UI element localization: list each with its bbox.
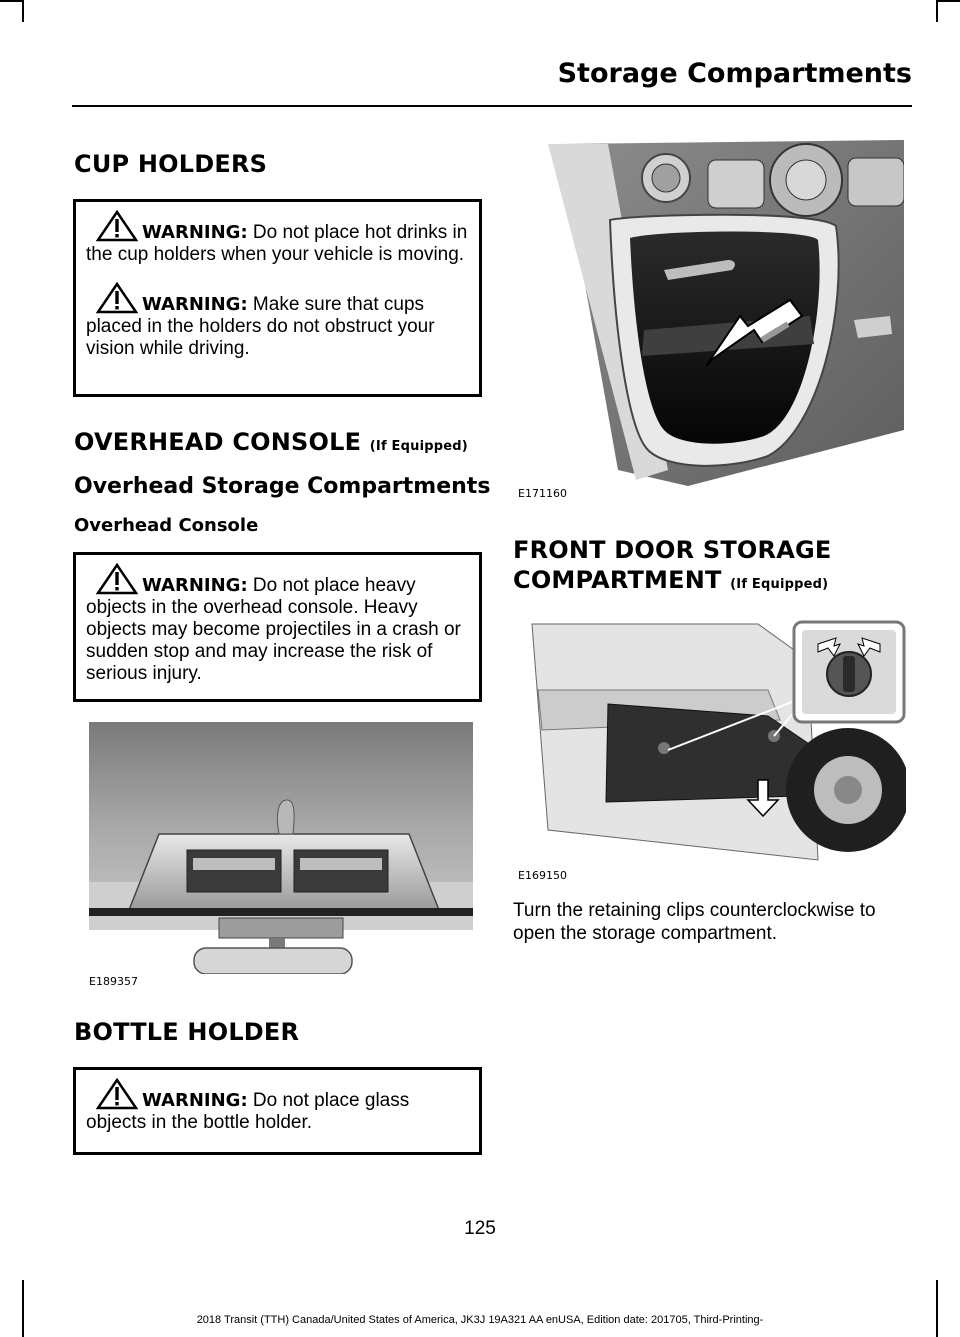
warning-paragraph xyxy=(86,1078,471,1134)
warning-text: Do not place heavy objects in the overhead console. Heavy objects may become projectiles in a crash or sudden stop and may increase the risk of serious injury. xyxy=(86,575,461,684)
crop-mark xyxy=(936,1280,938,1337)
warning-paragraph xyxy=(86,210,471,266)
overhead-console-heading xyxy=(74,428,468,456)
cup-holders-heading: CUP HOLDERS xyxy=(74,150,268,178)
crop-mark xyxy=(938,0,960,2)
warning-label: WARNING: xyxy=(142,1090,248,1111)
cup-holders-warning-box xyxy=(73,199,482,397)
warning-text: Do not place hot drinks in the cup holders when your vehicle is moving. xyxy=(86,222,468,265)
page-title: Storage Compartments xyxy=(557,58,912,89)
warning-paragraph xyxy=(86,282,471,360)
page-number: 125 xyxy=(464,1218,496,1239)
warning-text: Do not place glass objects in the bottle holder. xyxy=(86,1090,410,1133)
header-rule xyxy=(72,105,912,107)
warning-paragraph xyxy=(86,563,471,685)
crop-mark xyxy=(0,0,22,2)
figure-id-label: E171160 xyxy=(518,487,567,500)
warning-triangle-icon xyxy=(96,1078,138,1110)
overhead-storage-subheading: Overhead Storage Compartments xyxy=(74,474,491,499)
front-door-heading-line2 xyxy=(513,566,828,594)
front-door-instructions: Turn the retaining clips counterclockwise to open the storage compartment. xyxy=(513,900,876,944)
heading-text: COMPARTMENT xyxy=(513,566,722,594)
overhead-console-illustration xyxy=(89,722,473,994)
warning-label: WARNING: xyxy=(142,294,248,315)
front-door-heading-line1: FRONT DOOR STORAGE xyxy=(513,536,832,564)
warning-label: WARNING: xyxy=(142,222,248,243)
figure-id-label: E189357 xyxy=(89,975,138,988)
cup-holder-illustration xyxy=(518,130,904,490)
warning-text: Make sure that cups placed in the holders do not obstruct your vision while driving. xyxy=(86,294,435,359)
qualifier: (If Equipped) xyxy=(730,577,829,592)
warning-triangle-icon xyxy=(96,563,138,595)
warning-triangle-icon xyxy=(96,210,138,242)
crop-mark xyxy=(936,0,938,22)
warning-label: WARNING: xyxy=(142,575,248,596)
footer-text: 2018 Transit (TTH) Canada/United States of America, JK3J 19A321 AA enUSA, Edition date: 201705, Third-Printing- xyxy=(196,1314,764,1326)
bottle-holder-warning-box xyxy=(73,1067,482,1155)
overhead-console-subsubheading: Overhead Console xyxy=(74,515,259,536)
qualifier: (If Equipped) xyxy=(369,439,468,454)
crop-mark xyxy=(22,0,24,22)
heading-text: OVERHEAD CONSOLE xyxy=(74,428,362,456)
overhead-console-warning-box xyxy=(73,552,482,702)
crop-mark xyxy=(22,1280,24,1337)
figure-id-label: E169150 xyxy=(518,869,567,882)
front-door-storage-illustration xyxy=(518,620,906,870)
bottle-holder-heading: BOTTLE HOLDER xyxy=(74,1018,300,1046)
warning-triangle-icon xyxy=(96,282,138,314)
